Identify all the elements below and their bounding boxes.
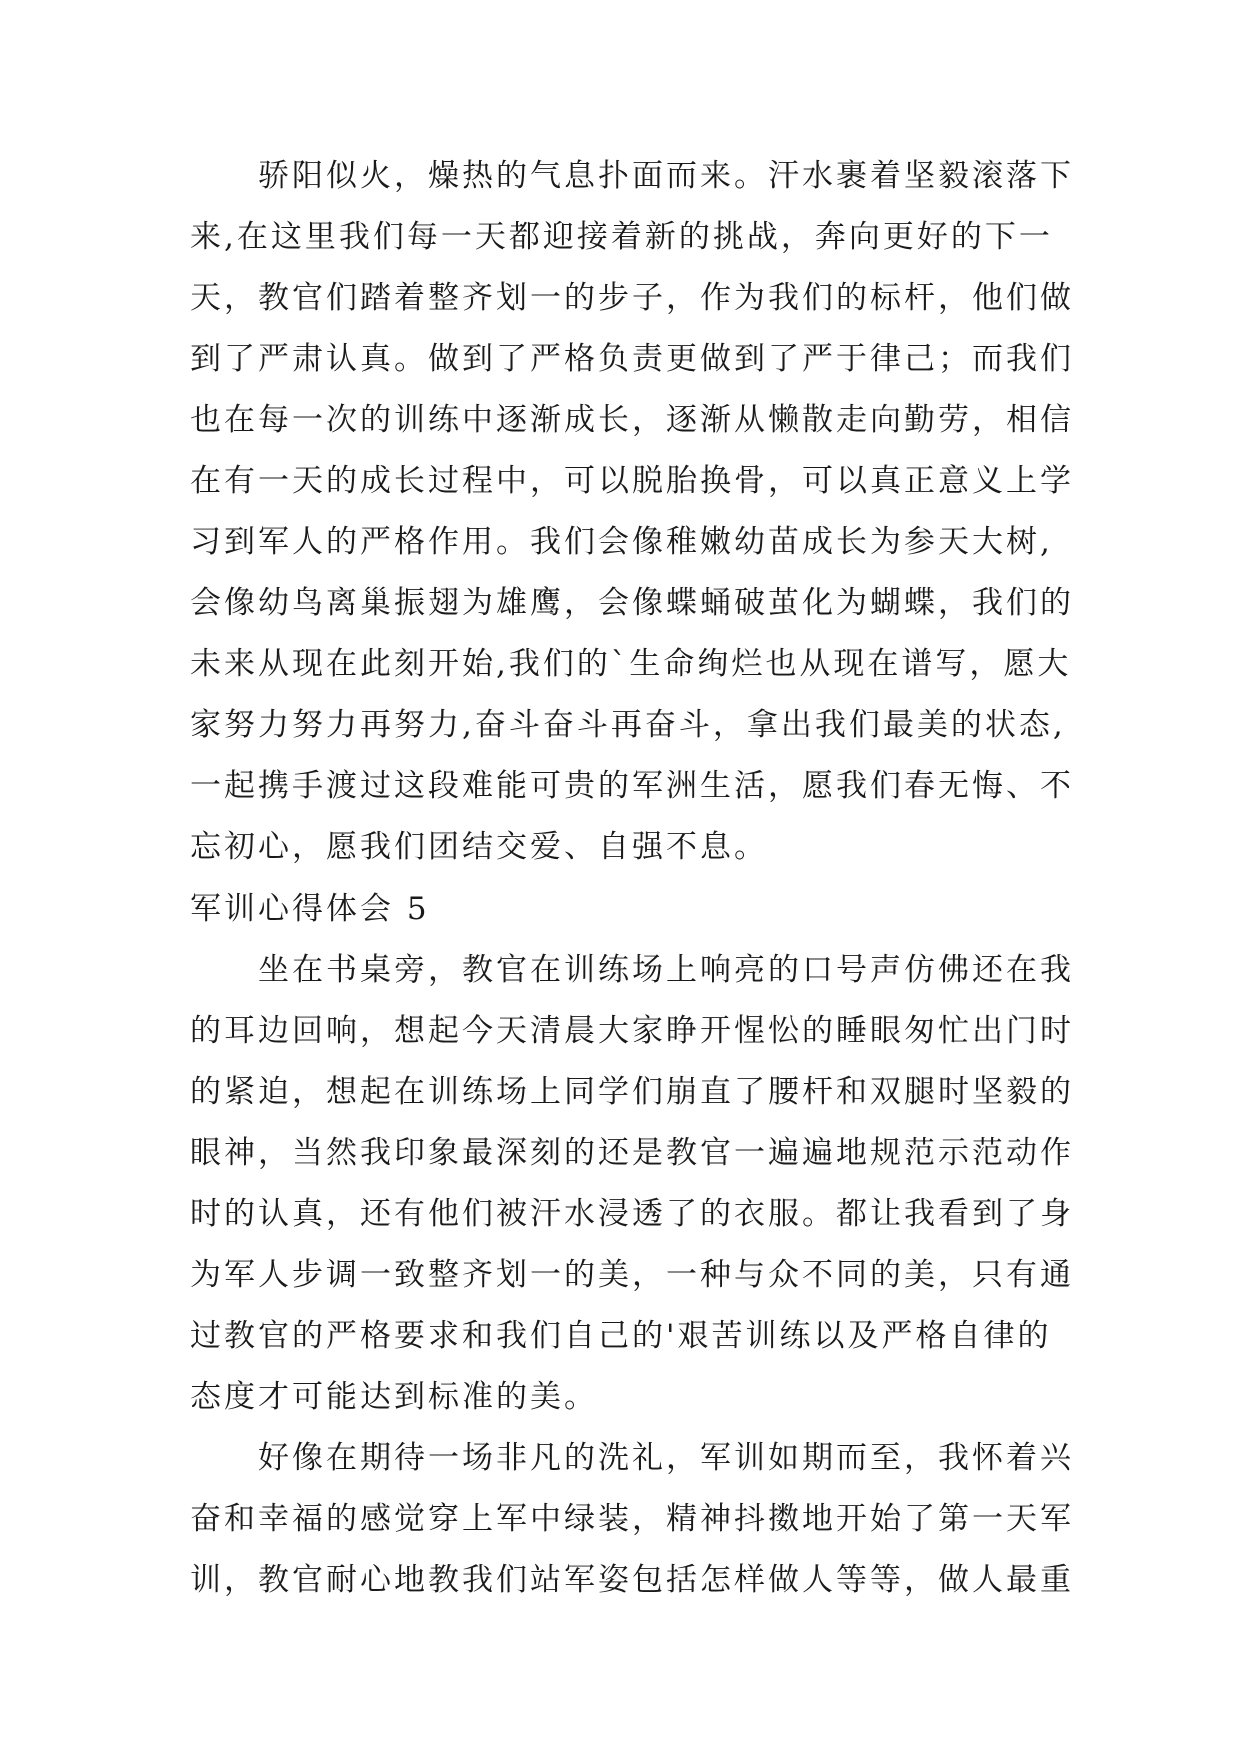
- paragraph-1: [190, 146, 1074, 878]
- section-heading: 军训心得体会 5: [190, 891, 430, 927]
- paragraph-line: 忘初心，愿我们团结交爱、自强不息。: [190, 829, 768, 865]
- paragraph-line: 习到军人的严格作用。我们会像稚嫩幼苗成长为参天大树,: [190, 524, 1053, 560]
- paragraph-line: 家努力努力再努力,奋斗奋斗再奋斗，拿出我们最美的状态,: [190, 707, 1066, 743]
- paragraph-line: 奋和幸福的感觉穿上军中绿装，精神抖擞地开始了第一天军: [190, 1501, 1074, 1537]
- paragraph-line: 时的认真，还有他们被汗水浸透了的衣服。都让我看到了身: [190, 1196, 1074, 1232]
- paragraph-line: 过教官的严格要求和我们自己的'艰苦训练以及严格自律的: [190, 1318, 1052, 1354]
- paragraph-line: 态度才可能达到标准的美。: [190, 1379, 598, 1415]
- paragraph-line: 来,在这里我们每一天都迎接着新的挑战，奔向更好的下一: [190, 219, 1053, 255]
- paragraph-line: 天，教官们踏着整齐划一的步子，作为我们的标杆，他们做: [190, 280, 1074, 316]
- paragraph-line: 会像幼鸟离巢振翅为雄鹰，会像蝶蛹破茧化为蝴蝶，我们的: [190, 585, 1074, 621]
- paragraph-2: [190, 940, 1074, 1428]
- paragraph-line: 到了严肃认真。做到了严格负责更做到了严于律己；而我们: [190, 341, 1074, 377]
- paragraph-line: 在有一天的成长过程中，可以脱胎换骨，可以真正意义上学: [190, 463, 1074, 499]
- paragraph-line: 坐在书桌旁，教官在训练场上响亮的口号声仿佛还在我: [190, 952, 1074, 988]
- paragraph-line: 骄阳似火，燥热的气息扑面而来。汗水裹着坚毅滚落下: [190, 158, 1074, 194]
- paragraph-line: 好像在期待一场非凡的洗礼，军训如期而至，我怀着兴: [190, 1440, 1074, 1476]
- section-heading-block: [190, 879, 1050, 940]
- paragraph-line: 的紧迫，想起在训练场上同学们崩直了腰杆和双腿时坚毅的: [190, 1074, 1074, 1110]
- paragraph-line: 的耳边回响，想起今天清晨大家睁开惺忪的睡眼匆忙出门时: [190, 1013, 1074, 1049]
- paragraph-line: 训，教官耐心地教我们站军姿包括怎样做人等等，做人最重: [190, 1562, 1074, 1598]
- paragraph-line: 一起携手渡过这段难能可贵的军洲生活，愿我们春无悔、不: [190, 768, 1074, 804]
- paragraph-line: 为军人步调一致整齐划一的美，一种与众不同的美，只有通: [190, 1257, 1074, 1293]
- paragraph-line: 眼神，当然我印象最深刻的还是教官一遍遍地规范示范动作: [190, 1135, 1074, 1171]
- paragraph-line: 未来从现在此刻开始,我们的`生命绚烂也从现在谱写，愿大: [190, 646, 1072, 682]
- paragraph-line: 也在每一次的训练中逐渐成长，逐渐从懒散走向勤劳，相信: [190, 402, 1074, 438]
- paragraph-3: [190, 1428, 1074, 1611]
